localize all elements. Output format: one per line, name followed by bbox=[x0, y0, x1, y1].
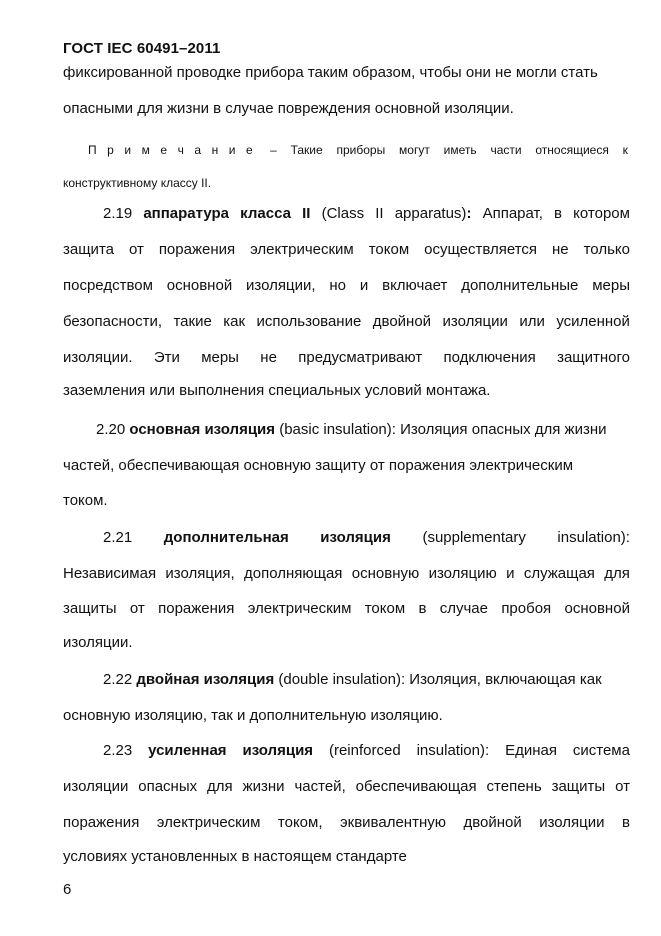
term: основная изоляция bbox=[129, 421, 276, 438]
text-word: эквивалентную bbox=[339, 814, 446, 831]
p219-line-6: заземления или выполнения специальных условий монтажа. bbox=[63, 382, 491, 399]
text-word: поражения bbox=[63, 814, 140, 831]
p223-line-2 bbox=[63, 778, 630, 796]
clause-number: 2.23 bbox=[103, 742, 133, 759]
text-word: защиты bbox=[63, 600, 117, 617]
text-word: система bbox=[572, 742, 630, 759]
clause-number: 2.21 bbox=[103, 529, 133, 546]
p221-line-3 bbox=[63, 600, 630, 618]
note-line-2: конструктивному классу II. bbox=[63, 176, 212, 190]
text-word: защитного bbox=[557, 349, 630, 366]
term-word: усиленная bbox=[148, 742, 227, 759]
text-word: предусматривают bbox=[298, 349, 423, 366]
note-line-1 bbox=[88, 143, 628, 157]
p221-line-4: изоляции. bbox=[63, 634, 133, 651]
clause-number: 2.22 bbox=[103, 671, 133, 688]
text-word: двойной bbox=[372, 313, 432, 330]
text-word: изоляцию bbox=[428, 565, 497, 582]
text-word: и bbox=[506, 565, 515, 582]
text-run: (double insulation): Изоляция, включающая как bbox=[274, 671, 602, 688]
text-word: поражения bbox=[158, 241, 236, 258]
page-number: 6 bbox=[63, 881, 72, 898]
note-word: к bbox=[622, 143, 628, 157]
text-word: основной bbox=[166, 277, 233, 294]
note-dash: – bbox=[270, 143, 277, 157]
text-word: подключения bbox=[443, 349, 536, 366]
english-term-word: apparatus): bbox=[394, 205, 472, 222]
text-word: Независимая bbox=[63, 565, 157, 582]
p219-line-4 bbox=[63, 313, 630, 331]
text-word: током bbox=[368, 241, 410, 258]
text-word: электрическим bbox=[250, 241, 354, 258]
text-word: изоляции, bbox=[246, 277, 316, 294]
intro-line-1 bbox=[63, 64, 630, 82]
text-word: от bbox=[129, 600, 145, 617]
text-word: Эти bbox=[153, 349, 180, 366]
text-word: изоляции bbox=[442, 313, 508, 330]
text-word: электрическим bbox=[247, 600, 352, 617]
p219-line-5 bbox=[63, 349, 630, 367]
note-word: Такие bbox=[290, 143, 323, 157]
text-word: двойной bbox=[463, 814, 522, 831]
note-word: относящиеся bbox=[535, 143, 609, 157]
english-term-word: (reinforced bbox=[328, 742, 401, 759]
english-term-word: insulation): bbox=[416, 742, 490, 759]
note-word: иметь bbox=[443, 143, 477, 157]
text-word: Аппарат, bbox=[482, 205, 543, 222]
text-word: котором bbox=[573, 205, 630, 222]
p220-line-1 bbox=[96, 421, 630, 439]
text-run: фиксированной проводке прибора таким образом, чтобы они не могли стать bbox=[63, 64, 598, 81]
text-word: током, bbox=[277, 814, 323, 831]
p219-line-3 bbox=[63, 277, 630, 295]
text-word: не bbox=[260, 349, 277, 366]
text-word: Единая bbox=[505, 742, 557, 759]
text-word: в bbox=[418, 600, 427, 617]
term: двойная изоляция bbox=[136, 671, 275, 688]
p221-line-2 bbox=[63, 565, 630, 583]
text-word: случае bbox=[439, 600, 488, 617]
text-word: меры bbox=[592, 277, 630, 294]
text-word: меры bbox=[201, 349, 239, 366]
text-word: в bbox=[622, 814, 630, 831]
text-word: посредством bbox=[63, 277, 153, 294]
text-word: пробоя bbox=[501, 600, 552, 617]
p223-line-3 bbox=[63, 814, 630, 832]
p223-line-1 bbox=[103, 742, 630, 760]
text-word: частей, bbox=[294, 778, 346, 795]
text-word: дополнительные bbox=[461, 277, 579, 294]
page-header-title: ГОСТ IEC 60491–2011 bbox=[63, 40, 221, 57]
p222-line-2: основную изоляцию, так и дополнительную изоляцию. bbox=[63, 707, 443, 724]
clause-number: 2.20 bbox=[96, 421, 126, 438]
text-word: основную bbox=[351, 565, 420, 582]
text-word: такие bbox=[173, 313, 212, 330]
term-word: изоляция bbox=[320, 529, 391, 546]
term-word: II bbox=[302, 205, 311, 222]
english-term-word: II bbox=[375, 205, 384, 222]
p220-line-2: частей, обеспечивающая основную защиту от поражения электрическим bbox=[63, 457, 574, 474]
text-word: но bbox=[329, 277, 347, 294]
text-word: для bbox=[207, 778, 233, 795]
english-term-word: insulation): bbox=[557, 529, 630, 546]
text-run: (basic insulation): Изоляция опасных для жизни bbox=[275, 421, 607, 438]
text-word: как bbox=[223, 313, 246, 330]
note-word: могут bbox=[399, 143, 430, 157]
text-word: электрическим bbox=[156, 814, 261, 831]
english-term-word: (supplementary bbox=[422, 529, 526, 546]
term-word: класса bbox=[240, 205, 291, 222]
text-word: защиты bbox=[551, 778, 606, 795]
note-label: П р и м е ч а н и е bbox=[88, 143, 257, 157]
text-word: изоляции bbox=[63, 778, 129, 795]
text-word: для bbox=[604, 565, 630, 582]
text-word: служащая bbox=[523, 565, 595, 582]
note-word: приборы bbox=[336, 143, 386, 157]
text-word: жизни bbox=[242, 778, 285, 795]
text-word: или bbox=[519, 313, 545, 330]
text-word: изоляция, bbox=[165, 565, 235, 582]
english-term-word: (Class bbox=[321, 205, 365, 222]
p219-line-2 bbox=[63, 241, 630, 259]
text-word: изоляции bbox=[539, 814, 605, 831]
text-word: безопасности, bbox=[63, 313, 162, 330]
note-word: части bbox=[490, 143, 522, 157]
text-word: защита bbox=[63, 241, 114, 258]
clause-number: 2.19 bbox=[103, 205, 133, 222]
text-word: и bbox=[359, 277, 369, 294]
intro-line-2: опасными для жизни в случае повреждения основной изоляции. bbox=[63, 100, 514, 117]
p221-line-1 bbox=[103, 529, 630, 547]
p223-line-4: условиях установленных в настоящем стандарте bbox=[63, 848, 407, 865]
text-word: током bbox=[364, 600, 406, 617]
text-word: от bbox=[128, 241, 144, 258]
text-word: дополняющая bbox=[243, 565, 343, 582]
text-word: в bbox=[554, 205, 563, 222]
text-word: степень bbox=[486, 778, 542, 795]
text-word: включает bbox=[382, 277, 448, 294]
text-word: обеспечивающая bbox=[355, 778, 477, 795]
p220-line-3: током. bbox=[63, 492, 108, 509]
p219-line-1 bbox=[103, 205, 630, 223]
text-word: не bbox=[552, 241, 569, 258]
term-word: аппаратура bbox=[143, 205, 230, 222]
text-word: использование bbox=[256, 313, 362, 330]
term-word: изоляция bbox=[242, 742, 314, 759]
text-word: изоляции. bbox=[63, 349, 133, 366]
p222-line-1 bbox=[103, 671, 630, 689]
term-word: дополнительная bbox=[163, 529, 289, 546]
text-word: от bbox=[615, 778, 630, 795]
text-word: осуществляется bbox=[424, 241, 538, 258]
text-word: основной bbox=[564, 600, 630, 617]
text-word: усиленной bbox=[556, 313, 630, 330]
text-word: опасных bbox=[138, 778, 198, 795]
text-word: поражения bbox=[158, 600, 235, 617]
text-word: только bbox=[583, 241, 630, 258]
